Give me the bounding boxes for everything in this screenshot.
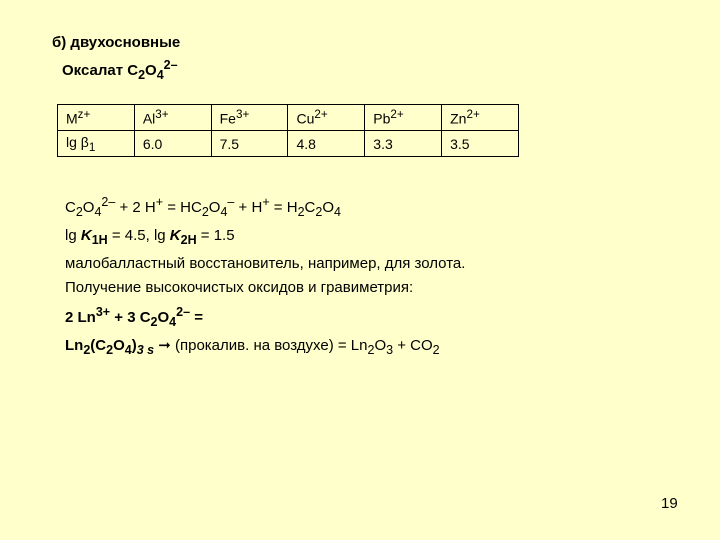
- table-cell: 4.8: [288, 131, 365, 157]
- precipitation-equation: 2 $Ln^{3+} + 3$ $C_2O_4^{2-}$ =: [65, 305, 203, 329]
- table-row-values: [58, 131, 519, 157]
- table-cell: 6.0: [134, 131, 211, 157]
- table-cell: 7.5: [211, 131, 288, 157]
- table-row-ions: [58, 105, 519, 131]
- equilibrium-equation: $C_2O_4^{2-} + 2$ $H^+ = HC_2O_4^- + H^+ = H_2C_2O_4$: [65, 195, 341, 219]
- body-text: [65, 190, 465, 362]
- table-cell: $Zn^{2+}$: [442, 105, 519, 131]
- table-header-cell: $M^{z+}$: [58, 105, 135, 131]
- arrow-icon: ➞: [154, 337, 175, 354]
- table-cell: $Cu^{2+}$: [288, 105, 365, 131]
- gravimetry-note: Получение высокочистых оксидов и гравиметрия:: [65, 279, 414, 296]
- table-cell: 3.3: [365, 131, 442, 157]
- table-cell: $Pb^{2+}$: [365, 105, 442, 131]
- protonation-constants: $\lg K_{1H} = 4.5$, $\lg K_{2H} = 1.5$: [65, 227, 235, 247]
- table-cell: $Fe^{3+}$: [211, 105, 288, 131]
- table-cell: 3.5: [442, 131, 519, 157]
- reducing-agent-note: малобалластный восстановитель, например, для золота.: [65, 255, 466, 272]
- page-number: 19: [661, 495, 678, 512]
- calcination-equation: $Ln_2(C_2O_4)_{3 s}$ ➞ (прокалив. на воздухе) = $Ln_2O_3 + CO_2$: [65, 337, 440, 357]
- table-header-cell: $\lg \beta_1$: [58, 131, 135, 157]
- table-cell: $Al^{3+}$: [134, 105, 211, 131]
- oxalate-heading: Оксалат $C_2O_4^{2-}$: [62, 58, 178, 82]
- section-heading: б) двухосновные: [52, 34, 181, 51]
- stability-constants-table: [57, 104, 519, 157]
